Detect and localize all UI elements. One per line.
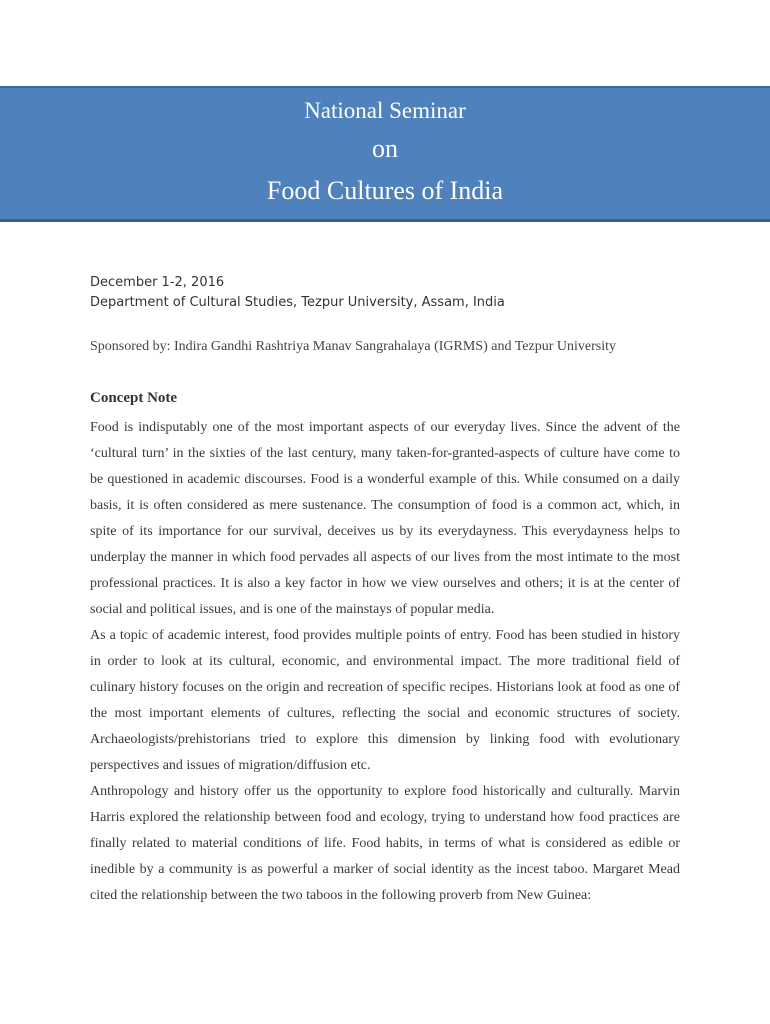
seminar-title-line-3: Food Cultures of India <box>266 176 504 205</box>
concept-note-heading: Concept Note <box>90 390 178 406</box>
concept-paragraph: Anthropology and history offer us the opportunity to explore food historically and culturally. Marvin Harris explored the relationship between food and ecology, trying to understand how food practices are finally related to material conditions of life. Food habits, in terms of what is considered as edible or inedible by a community is as powerful a marker of social identity as the incest taboo. Margaret Mead cited the relationship between the two taboos in the following proverb from New Guinea: <box>90 784 680 903</box>
concept-paragraph: As a topic of academic interest, food provides multiple points of entry. Food has been studied in history in order to look at its cultural, economic, and environmental impact. The more traditional field of culinary history focuses on the origin and recreation of specific recipes. Historians look at food as one of the most important elements of cultures, reflecting the social and economic structures of society. Archaeologists/prehistorians tried to explore this dimension by linking food with evolutionary perspectives and issues of migration/diffusion etc. <box>90 628 680 773</box>
concept-paragraph: Food is indisputably one of the most important aspects of our everyday lives. Since the advent of the ‘cultural turn’ in the sixties of the last century, many taken-for-granted-aspects of culture have come to be questioned in academic discourses. Food is a wonderful example of this. While consumed on a daily basis, it is often considered as mere sustenance. The consumption of food is a common act, which, in spite of its importance for our survival, deceives us by its everydayness. This everydayness helps to underplay the manner in which food pervades all aspects of our lives from the most intimate to the most professional practices. It is also a key factor in how we view ourselves and others; it is at the center of social and political issues, and is one of the mainstays of popular media. <box>90 420 680 617</box>
seminar-title-line-1: National Seminar <box>304 98 466 123</box>
concept-note-body <box>90 415 680 909</box>
sponsor-line: Sponsored by: Indira Gandhi Rashtriya Manav Sangrahalaya (IGRMS) and Tezpur University <box>90 339 616 354</box>
title-banner <box>0 86 770 222</box>
event-date: December 1-2, 2016 <box>90 275 225 290</box>
seminar-title-line-2: on <box>372 134 398 163</box>
event-venue: Department of Cultural Studies, Tezpur University, Assam, India <box>90 295 505 310</box>
